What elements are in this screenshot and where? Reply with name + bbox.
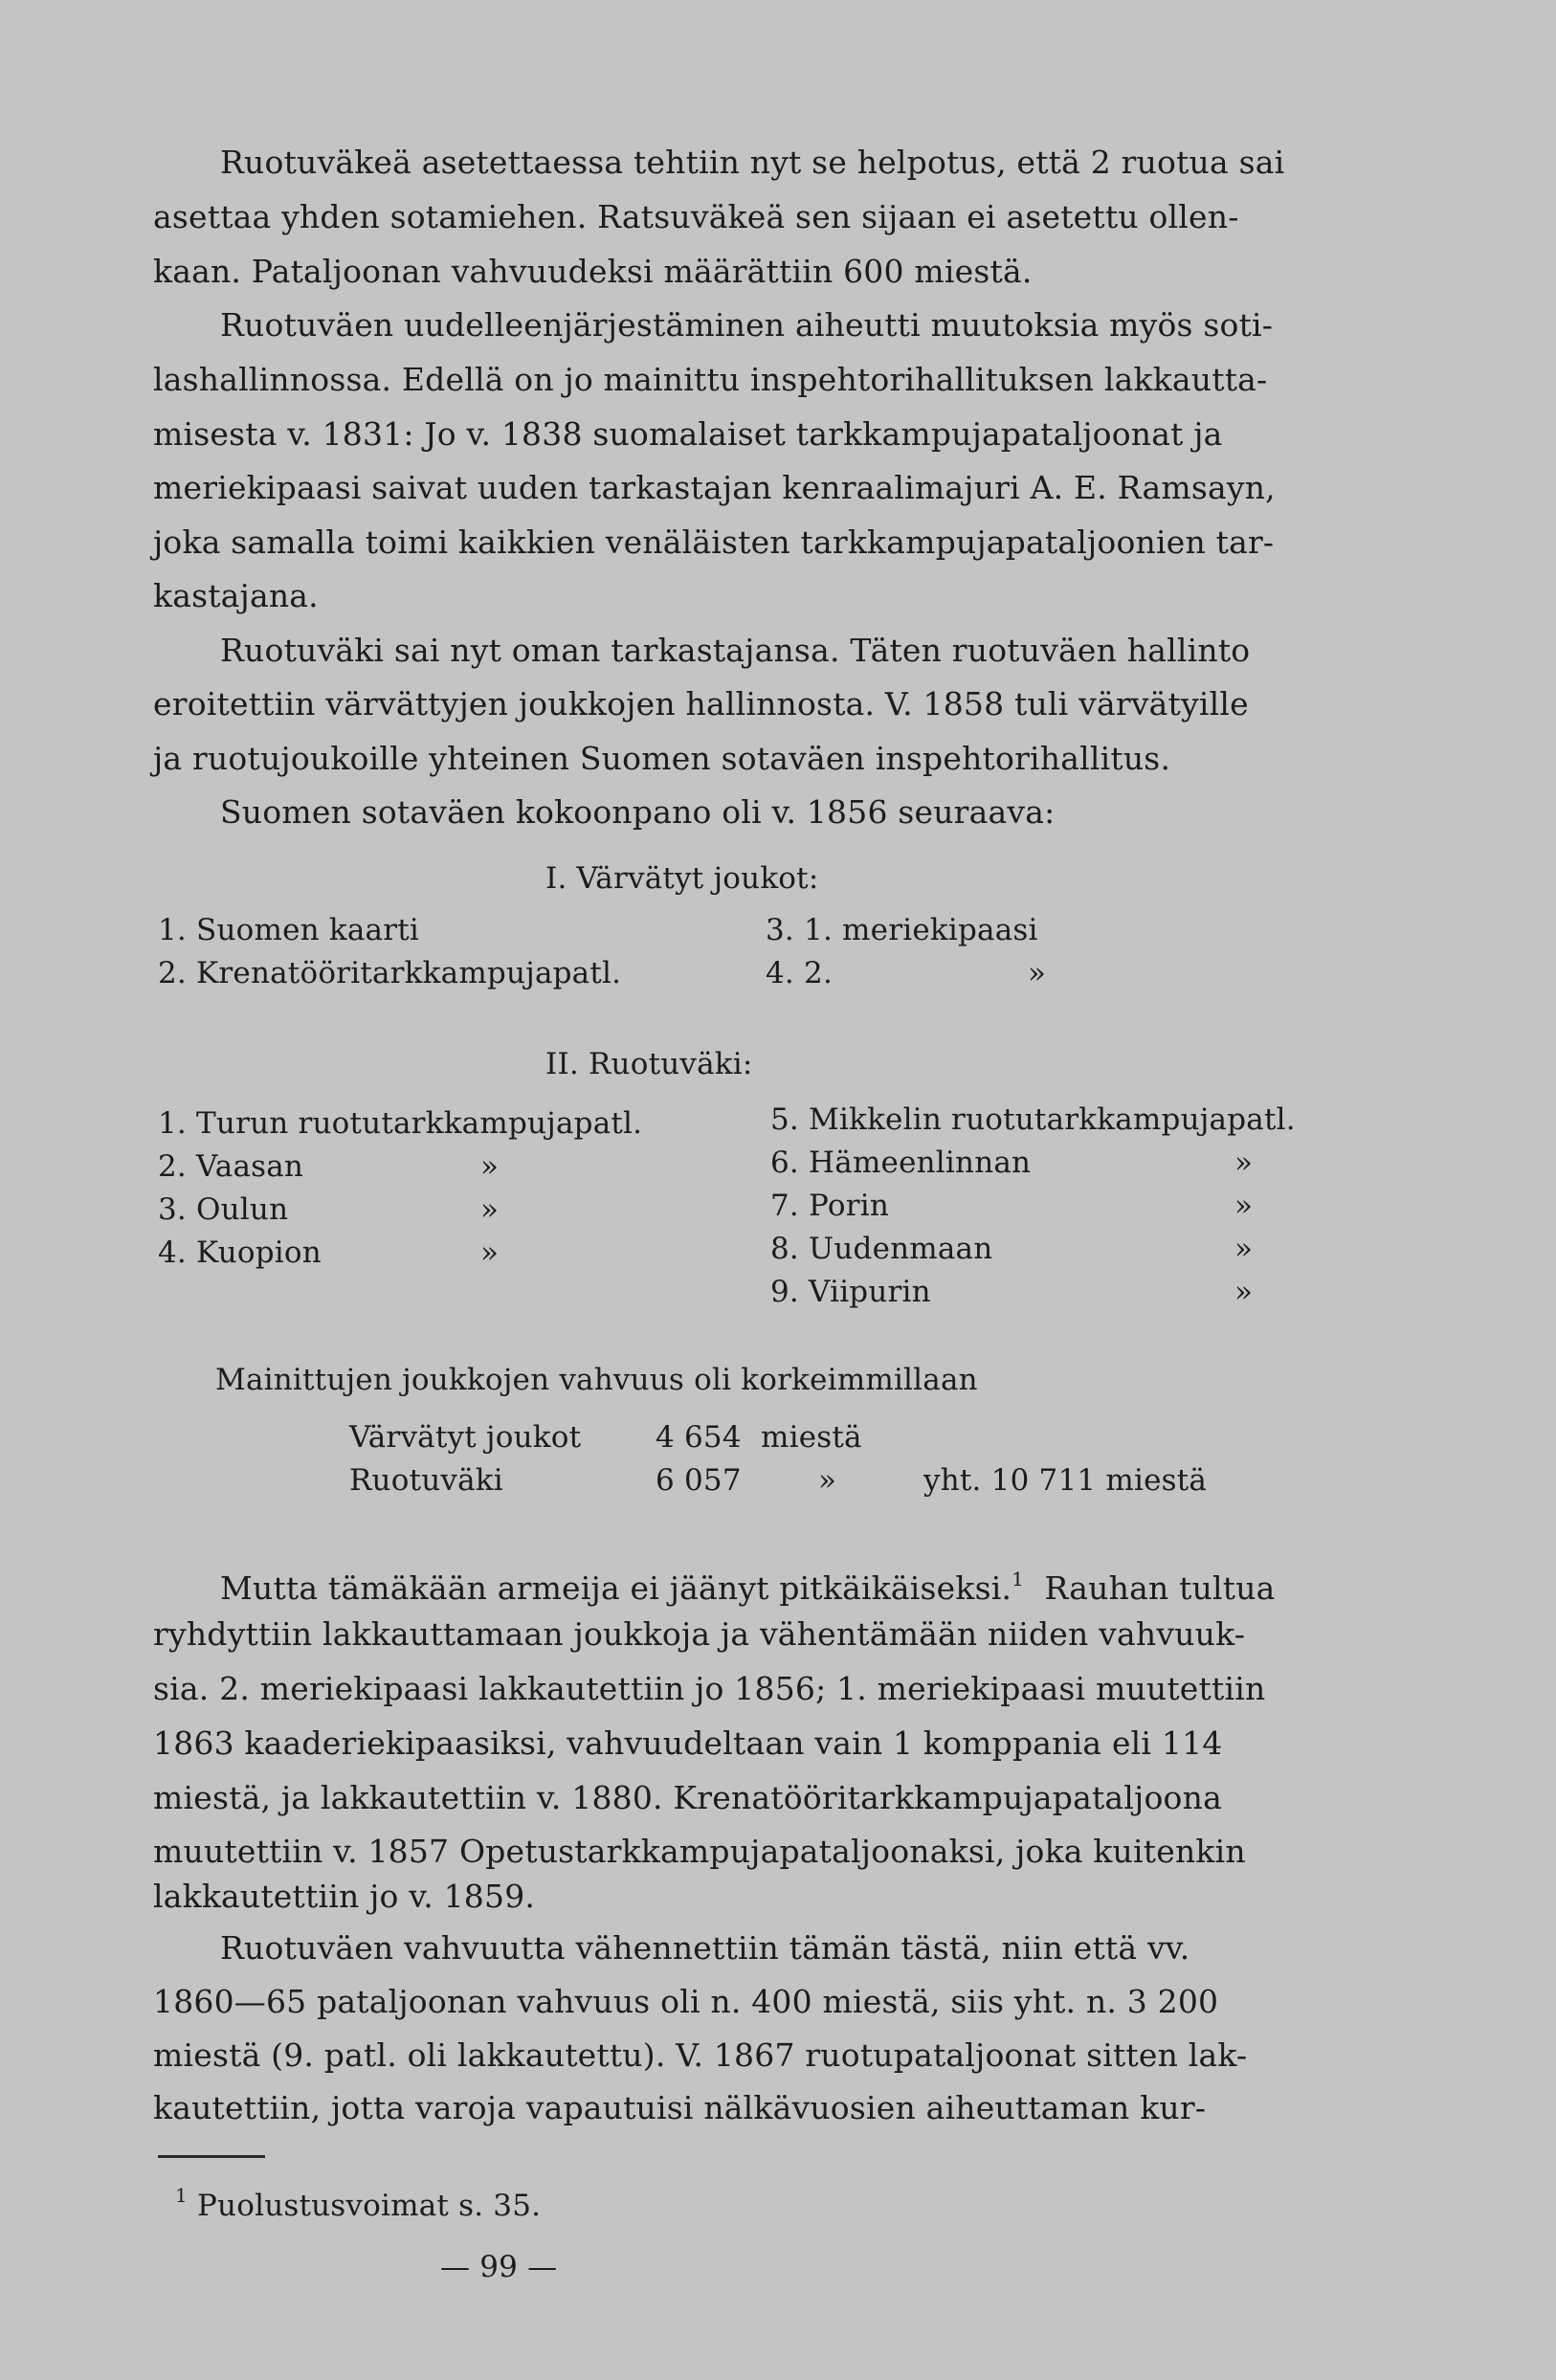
text-line: meriekipaasi saivat uuden tarkastajan kenraalimajuri A. E. Ramsayn, (153, 469, 1276, 506)
strength-name: Värvätyt joukot (349, 1420, 582, 1455)
list-item: 1. Suomen kaarti (158, 913, 419, 947)
strength-unit: miestä (761, 1420, 862, 1455)
text-line: ja ruotujoukoille yhteinen Suomen sotaväen inspehtorihallitus. (153, 740, 1171, 777)
text-line: sia. 2. meriekipaasi lakkautettiin jo 1856; 1. meriekipaasi muutettiin (153, 1670, 1266, 1707)
footnote-divider (158, 2155, 265, 2158)
ditto-mark: » (1234, 1232, 1254, 1266)
text-line: miestä, ja lakkautettiin v. 1880. Krenatööritarkkampujapataljoona (153, 1779, 1222, 1816)
ditto-mark: » (480, 1192, 500, 1227)
list-item: 3. Oulun (158, 1192, 289, 1227)
text-line: kautettiin, jotta varoja vapautuisi nälkävuosien aiheuttaman kur- (153, 2089, 1207, 2126)
list-item: 9. Viipurin (770, 1275, 931, 1309)
text-line: Suomen sotaväen kokoonpano oli v. 1856 seuraava: (220, 793, 1056, 831)
footnote-text: Puolustusvoimat s. 35. (197, 2189, 542, 2223)
footnote-marker: 1 (175, 2184, 188, 2207)
footnote (175, 2174, 541, 2227)
list-item: 6. Hämeenlinnan (770, 1146, 1032, 1180)
footnote-marker: 1 (1011, 1568, 1025, 1590)
text-line: joka samalla toimi kaikkien venäläisten tarkkampujapataljoonien tar- (153, 523, 1275, 561)
text-span: Mutta tämäkään armeija ei jäänyt pitkäikäiseksi. (220, 1569, 1012, 1607)
text-line: miestä (9. patl. oli lakkautettu). V. 1867 ruotupataljoonat sitten lak- (153, 2036, 1248, 2074)
text-line: kaan. Pataljoonan vahvuudeksi määrättiin 600 miestä. (153, 253, 1033, 290)
text-line: misesta v. 1831: Jo v. 1838 suomalaiset tarkkampujapataljoonat ja (153, 415, 1223, 453)
strength-name: Ruotuväki (349, 1463, 503, 1498)
text-line: Ruotuväkeä asetettaessa tehtiin nyt se helpotus, että 2 ruotua sai (220, 144, 1285, 181)
text-line: 1863 kaaderiekipaasiksi, vahvuudeltaan vain 1 komppania eli 114 (153, 1724, 1223, 1762)
list-item: 2. Krenatööritarkkampujapatl. (158, 956, 622, 990)
ditto-mark: » (1234, 1189, 1254, 1223)
list-item: 8. Uudenmaan (770, 1232, 993, 1266)
text-line: asettaa yhden sotamiehen. Ratsuväkeä sen sijaan ei asetettu ollen- (153, 198, 1239, 235)
ditto-mark: » (480, 1235, 500, 1270)
text-line: 1860—65 pataljoonan vahvuus oli n. 400 miestä, siis yht. n. 3 200 (153, 1983, 1219, 2020)
strength-total: yht. 10 711 miestä (923, 1463, 1208, 1498)
text-line: muutettiin v. 1857 Opetustarkkampujapataljoonaksi, joka kuitenkin (153, 1833, 1246, 1870)
text-line: kastajana. (153, 577, 319, 614)
section-heading: I. Värvätyt joukot: (545, 861, 819, 896)
list-item: 4. Kuopion (158, 1235, 322, 1270)
ditto-mark: » (1234, 1146, 1254, 1180)
list-item: 5. Mikkelin ruotutarkkampujapatl. (770, 1102, 1296, 1137)
section-heading: II. Ruotuväki: (545, 1047, 753, 1081)
strength-unit: » (818, 1463, 837, 1498)
list-item: 7. Porin (770, 1189, 889, 1223)
list-item: 1. Turun ruotutarkkampujapatl. (158, 1106, 643, 1141)
text-line: Ruotuväen uudelleenjärjestäminen aiheutti muutoksia myös soti- (220, 306, 1274, 344)
text-line: ryhdyttiin lakkauttamaan joukkoja ja vähentämään niiden vahvuuk- (153, 1615, 1246, 1653)
list-item: 2. Vaasan (158, 1149, 304, 1184)
strength-value: 4 654 (656, 1420, 742, 1455)
strength-value: 6 057 (656, 1463, 742, 1498)
text-line: lashallinnossa. Edellä on jo mainittu inspehtorihallituksen lakkautta- (153, 361, 1268, 398)
text-line: lakkautettiin jo v. 1859. (153, 1878, 536, 1915)
text-line: Ruotuväki sai nyt oman tarkastajansa. Täten ruotuväen hallinto (220, 632, 1251, 669)
text-span: Rauhan tultua (1044, 1569, 1276, 1607)
page-number: — 99 — (440, 2250, 558, 2284)
text-line: eroitettiin värvättyjen joukkojen hallinnosta. V. 1858 tuli värvätyille (153, 685, 1249, 723)
text-line (220, 1558, 1276, 1610)
ditto-mark: » (1234, 1275, 1254, 1309)
ditto-mark: » (480, 1149, 500, 1184)
strength-intro: Mainittujen joukkojen vahvuus oli korkeimmillaan (215, 1363, 978, 1397)
list-item: 3. 1. meriekipaasi (766, 913, 1038, 947)
list-item: 4. 2. (766, 956, 834, 990)
ditto-mark: » (1028, 956, 1047, 990)
text-line: Ruotuväen vahvuutta vähennettiin tämän tästä, niin että vv. (220, 1929, 1190, 1967)
